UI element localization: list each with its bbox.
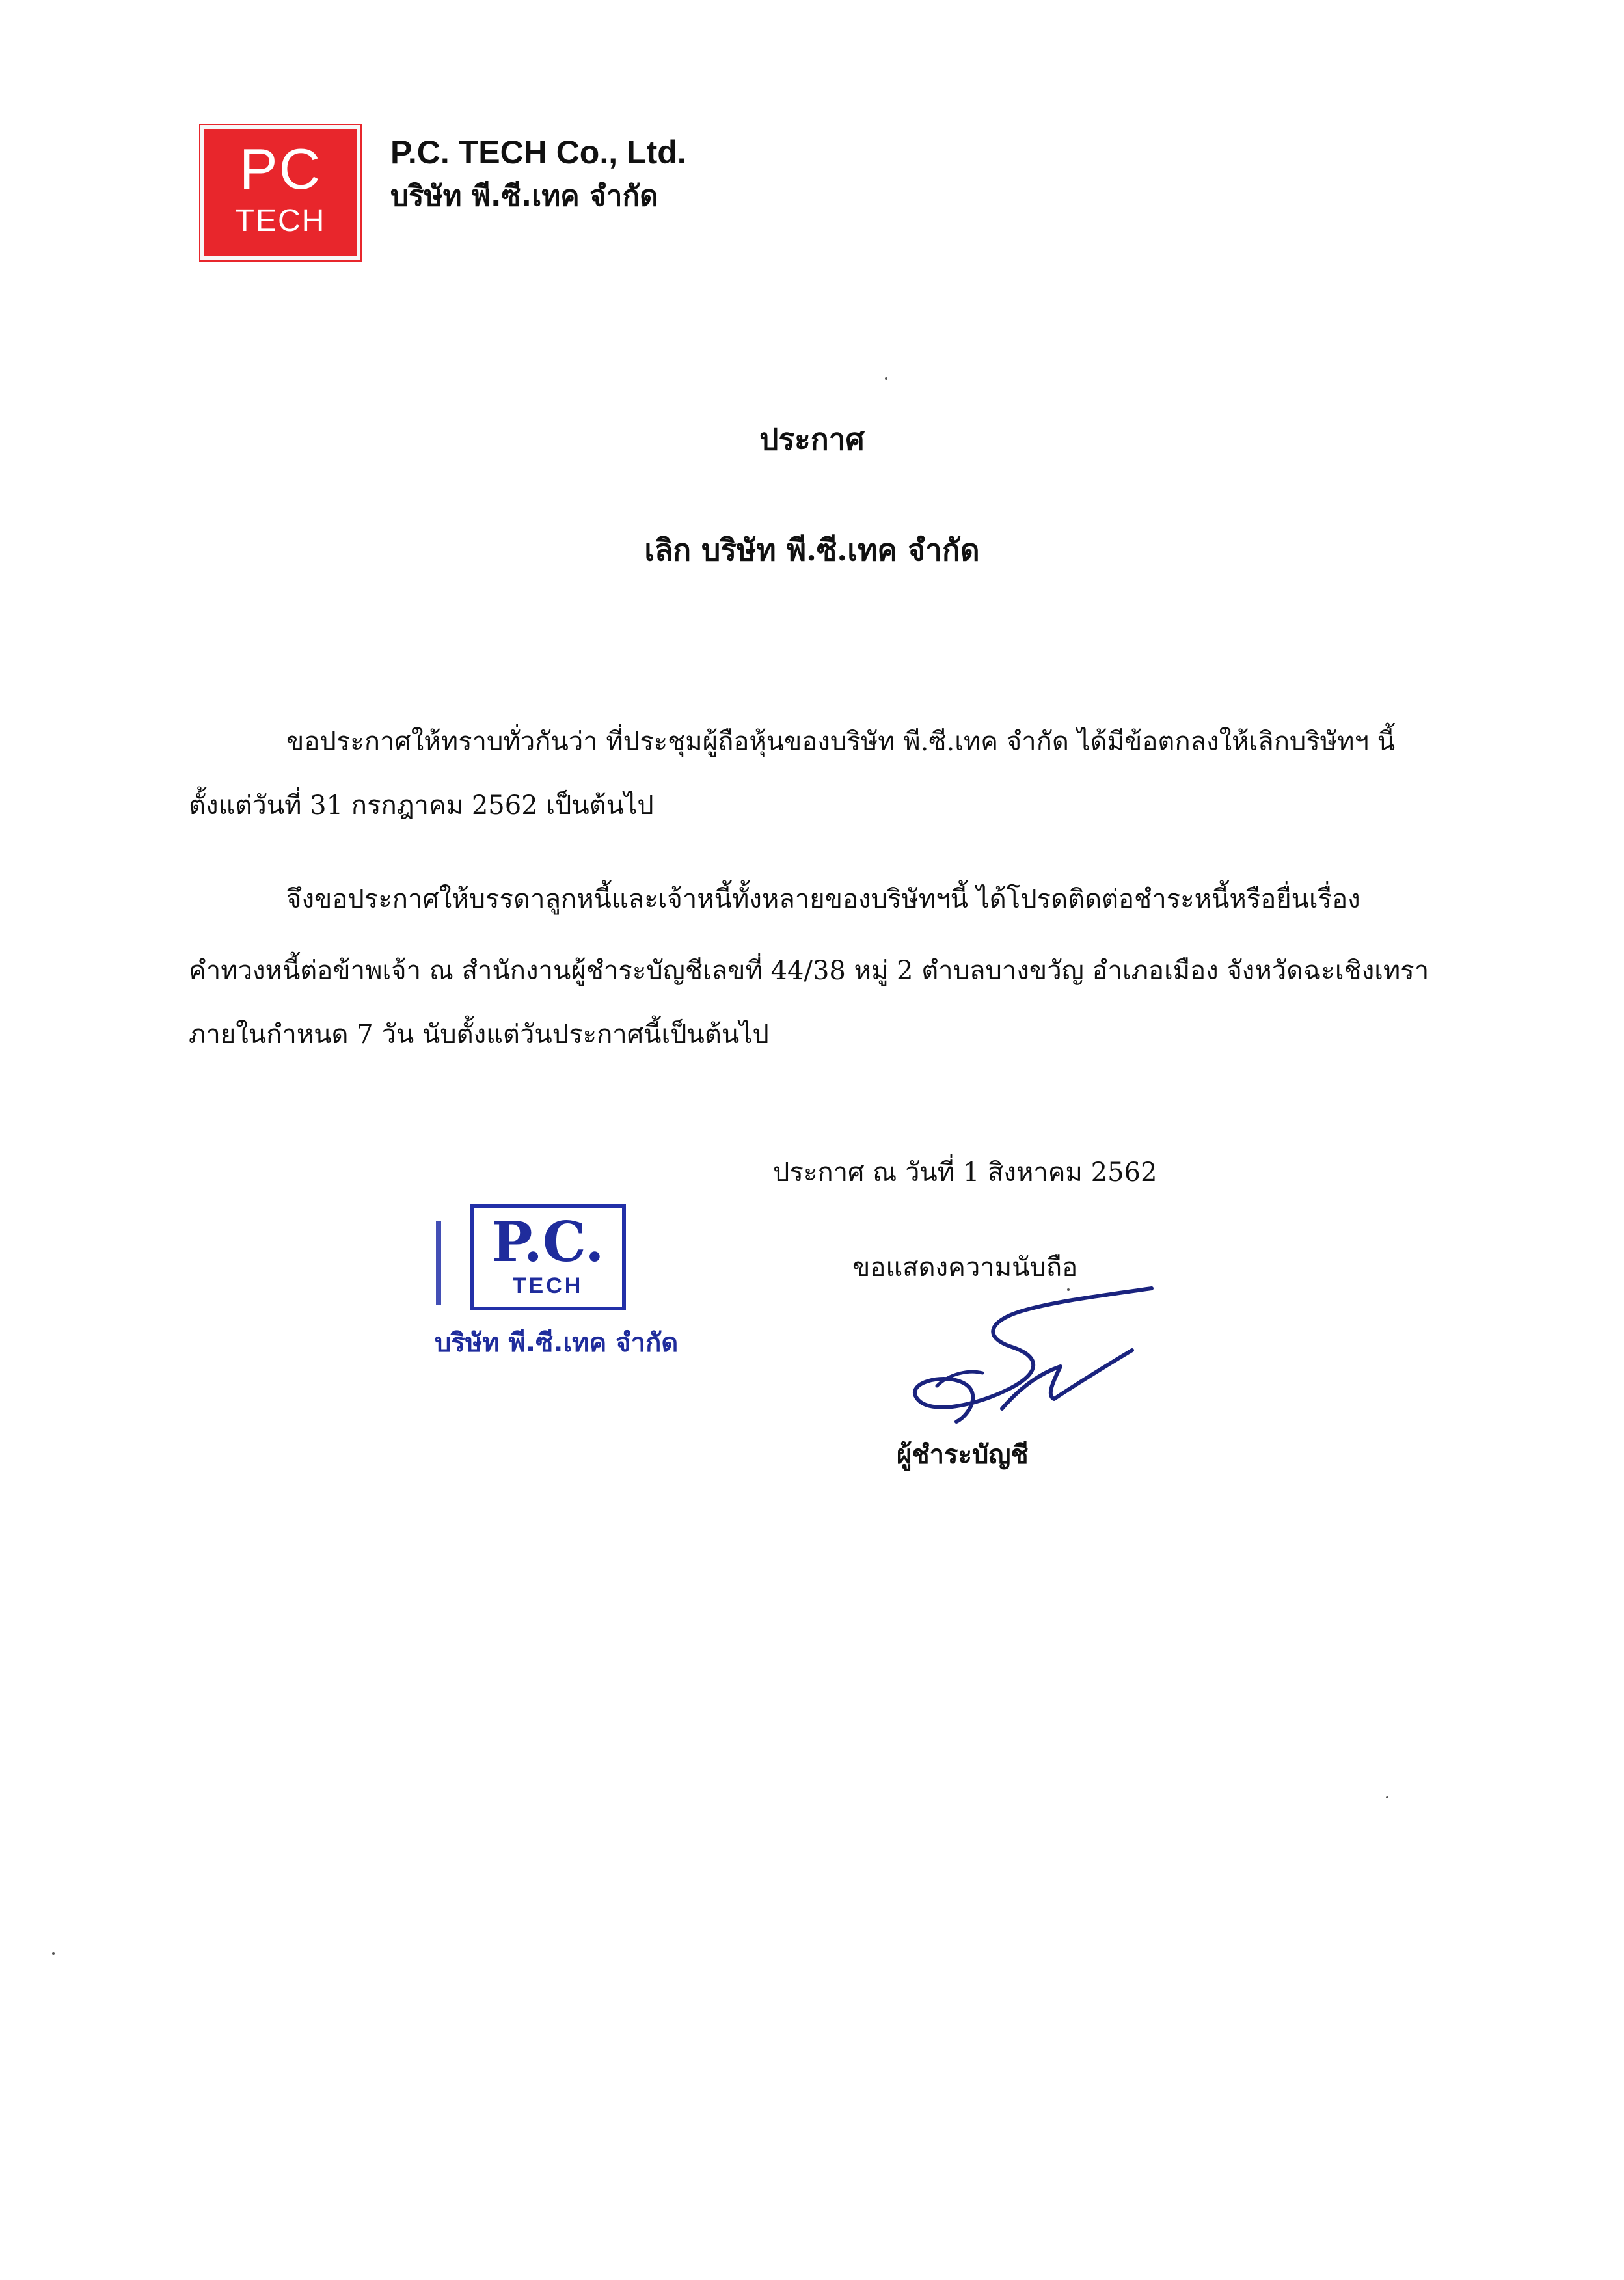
signer-title: ผู้ชำระบัญชี [897, 1439, 1029, 1470]
closing-regards: ขอแสดงความนับถือ [852, 1253, 1078, 1282]
body-paragraph-2-line-2: คำทวงหนี้ต่อข้าพเจ้า ณ สำนักงานผู้ชำระบัญชีเลขที่ 44/38 หมู่ 2 ตำบลบางขวัญ อำเภอเมือง จังหวัดฉะเชิงเทรา [189, 956, 1429, 986]
scan-speck [52, 1952, 55, 1955]
company-stamp [429, 1197, 690, 1379]
scan-speck [885, 377, 887, 380]
body-paragraph-2-line-1: จึงขอประกาศให้บรรดาลูกหนี้และเจ้าหนี้ทั้งหลายของบริษัทฯนี้ ได้โปรดติดต่อชำระหนี้หรือยื่นเรื่อง [286, 884, 1360, 914]
stamp-logo-text: P.C. [491, 1210, 604, 1274]
logo-subtext: TECH [235, 204, 326, 238]
company-logo [200, 125, 360, 260]
scan-speck [1067, 1288, 1070, 1291]
logo-text: PC [239, 137, 322, 201]
stamp-ink-mark [436, 1221, 441, 1305]
company-name-th: บริษัท พี.ซี.เทค จำกัด [390, 180, 658, 213]
signature-icon [891, 1275, 1171, 1438]
document-title: ประกาศ [759, 422, 865, 457]
body-paragraph-2-line-3: ภายในกำหนด 7 วัน นับตั้งแต่วันประกาศนี้เป็นต้นไป [189, 1020, 769, 1050]
company-name-en: P.C. TECH Co., Ltd. [390, 134, 686, 170]
stamp-logo-subtext: TECH [512, 1273, 584, 1298]
scan-speck [1386, 1796, 1388, 1798]
body-paragraph-1-line-1: ขอประกาศให้ทราบทั่วกันว่า ที่ประชุมผู้ถือหุ้นของบริษัท พี.ซี.เทค จำกัด ได้มีข้อตกลงให้เลิกบริษัทฯ นี้ [286, 727, 1396, 757]
document-subtitle: เลิก บริษัท พี.ซี.เทค จำกัด [644, 532, 980, 567]
body-paragraph-1-line-2: ตั้งแต่วันที่ 31 กรกฎาคม 2562 เป็นต้นไป [189, 791, 654, 821]
stamp-company-name: บริษัท พี.ซี.เทค จำกัด [435, 1328, 679, 1358]
announcement-date: ประกาศ ณ วันที่ 1 สิงหาคม 2562 [773, 1158, 1157, 1188]
stamp-logo-box [470, 1204, 626, 1310]
